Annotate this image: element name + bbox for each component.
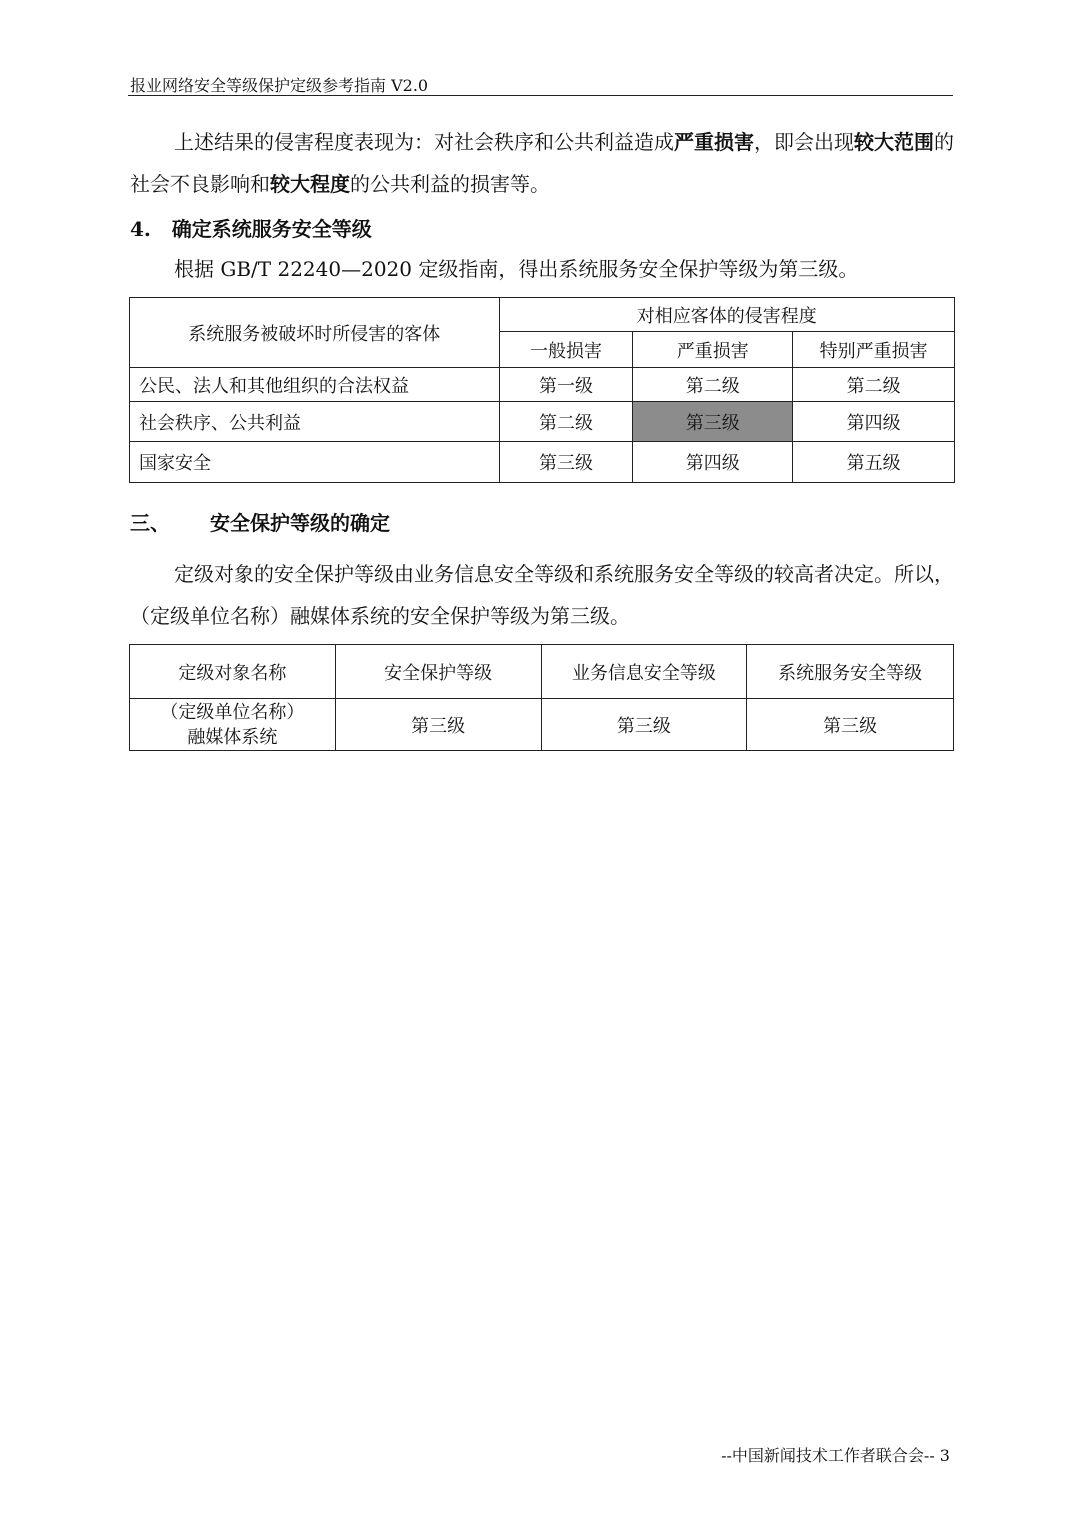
object-name-line2: 融媒体系统 xyxy=(187,726,278,748)
degree-header: 对相应客体的侵害程度 xyxy=(499,298,954,332)
table-row xyxy=(130,368,955,402)
table-row xyxy=(130,402,955,442)
level-cell: 第二级 xyxy=(499,402,633,442)
level-cell: 第二级 xyxy=(793,368,955,402)
degree-general: 一般损害 xyxy=(499,332,633,368)
row-object: 社会秩序、公共利益 xyxy=(130,402,500,442)
intro-bold-2: 较大范围 xyxy=(854,130,934,154)
header-service-level: 系统服务安全等级 xyxy=(747,645,954,699)
intro-text-1: 上述结果的侵害程度表现为：对社会秩序和公共利益造成 xyxy=(174,130,674,154)
degree-especially-serious: 特别严重损害 xyxy=(793,332,955,368)
degree-serious: 严重损害 xyxy=(633,332,793,368)
intro-bold-1: 严重损害 xyxy=(674,130,754,154)
intro-bold-3: 较大程度 xyxy=(270,172,350,196)
level-cell-highlighted: 第三级 xyxy=(633,402,793,442)
service-level-table xyxy=(129,297,955,483)
intro-text-4: 的公共利益的损害等。 xyxy=(350,172,550,196)
footer: --中国新闻技术工作者联合会-- 3 xyxy=(721,1446,950,1465)
section4-text: 根据 GB/T 22240—2020 定级指南，得出系统服务安全保护等级为第三级。 xyxy=(174,257,859,281)
section3-text xyxy=(130,553,970,637)
section3-title: 安全保护等级的确定 xyxy=(210,511,390,535)
section4-heading: 4. 确定系统服务安全等级 xyxy=(130,217,372,241)
table-row xyxy=(130,699,954,751)
row-object: 国家安全 xyxy=(130,442,500,483)
object-header: 系统服务被破坏时所侵害的客体 xyxy=(130,298,500,368)
table-row xyxy=(130,442,955,483)
header-rule xyxy=(128,95,953,96)
object-name-line1: （定级单位名称） xyxy=(160,701,305,723)
header-object-name: 定级对象名称 xyxy=(130,645,336,699)
level-cell: 第五级 xyxy=(793,442,955,483)
section3-number: 三、 xyxy=(130,511,170,535)
level-cell: 第二级 xyxy=(633,368,793,402)
object-name-cell xyxy=(130,699,336,751)
section3-body: 定级对象的安全保护等级由业务信息安全等级和系统服务安全等级的较高者决定。所以，（定级单位名称）融媒体系统的安全保护等级为第三级。 xyxy=(130,562,954,628)
level-cell: 第三级 xyxy=(747,699,954,751)
intro-paragraph xyxy=(130,121,958,205)
level-cell: 第四级 xyxy=(793,402,955,442)
section3-heading xyxy=(130,507,390,536)
header-protection-level: 安全保护等级 xyxy=(335,645,541,699)
level-cell: 第三级 xyxy=(335,699,541,751)
header-business-level: 业务信息安全等级 xyxy=(541,645,747,699)
level-cell: 第三级 xyxy=(541,699,747,751)
level-cell: 第四级 xyxy=(633,442,793,483)
intro-text-3: 的社会不良影响和 xyxy=(130,130,954,196)
protection-level-table xyxy=(129,644,954,751)
level-cell: 第一级 xyxy=(499,368,633,402)
intro-text-2: ，即会出现 xyxy=(754,130,854,154)
row-object: 公民、法人和其他组织的合法权益 xyxy=(130,368,500,402)
level-cell: 第三级 xyxy=(499,442,633,483)
header-title: 报业网络安全等级保护定级参考指南 V2.0 xyxy=(130,76,429,95)
